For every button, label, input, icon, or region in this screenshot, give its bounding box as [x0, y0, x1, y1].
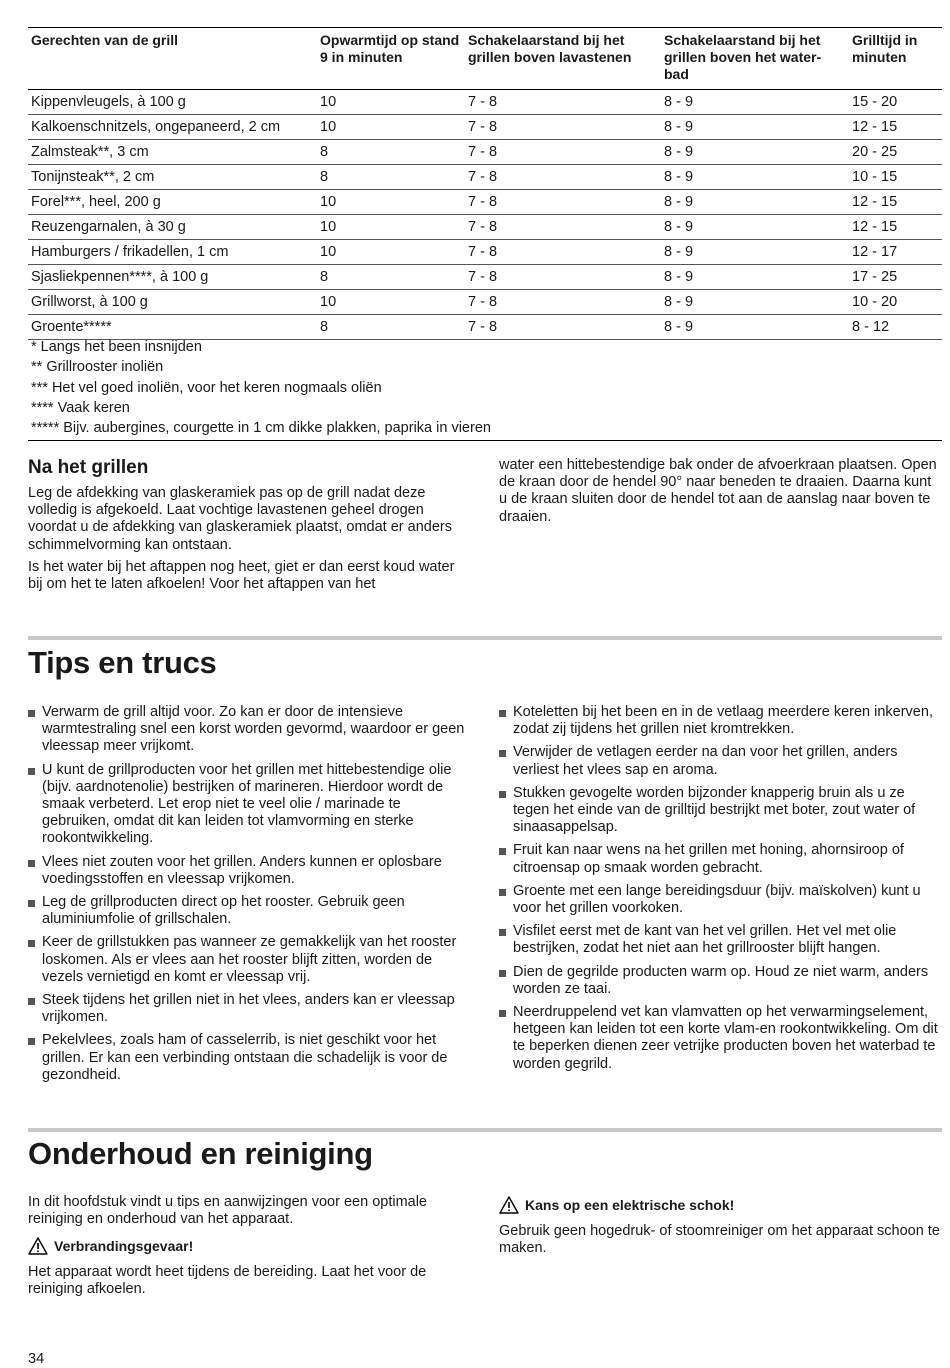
- bullet-square-icon: [499, 889, 506, 896]
- table-row: [28, 265, 942, 290]
- tip-text: Neerdruppelend vet kan vlamvatten op het verwarmingselement, hetgeen kan leiden tot een korte vlam-en rookontwikkeling. Om dit te beperken dienen zeer vetrijke producten boven het waterbad te worden gegrild.: [513, 1004, 938, 1072]
- footnote: **** Vaak keren: [31, 399, 130, 416]
- table-row: [28, 315, 942, 340]
- tip-text: Koteletten bij het been en in de vetlaag meerdere keren inkerven, zodat zij tijdens het grillen niet kromtrekken.: [513, 704, 933, 738]
- tip-text: Fruit kan naar wens na het grillen met honing, ahornsiroop of citroensap op smaak worden gebracht.: [513, 842, 904, 876]
- cell-lava: 7 - 8: [465, 190, 661, 215]
- header-water: Schakelaarstand bij het grillen boven het water-bad: [661, 28, 849, 90]
- cell-dish: Sjasliekpennen****, à 100 g: [28, 265, 317, 290]
- bullet-square-icon: [499, 750, 506, 757]
- table-row: [28, 90, 942, 115]
- tips-left-list: [28, 704, 470, 1090]
- tip-item: [28, 992, 470, 1026]
- tip-item: [28, 1032, 470, 1084]
- cell-preheat: 10: [317, 290, 465, 315]
- cell-lava: 7 - 8: [465, 240, 661, 265]
- table-row: [28, 290, 942, 315]
- cell-dish: Kalkoenschnitzels, ongepaneerd, 2 cm: [28, 115, 317, 140]
- cell-dish: Grillworst, à 100 g: [28, 290, 317, 315]
- na-het-grillen-para1: Leg de afdekking van glaskeramiek pas op de grill nadat deze volledig is afgekoeld. Laat vochtige lavastenen geheel drogen voordat u de afdekking van glaskeramiek plaatst, omdat er anders schimmelvorming kan ontstaan.: [28, 485, 452, 553]
- cell-lava: 7 - 8: [465, 265, 661, 290]
- tip-text: Dien de gegrilde producten warm op. Houd ze niet warm, anders worden ze taai.: [513, 963, 929, 997]
- tip-item: [28, 762, 470, 848]
- tip-item: [499, 923, 941, 957]
- bullet-square-icon: [499, 710, 506, 717]
- tip-item: [499, 964, 941, 998]
- bullet-square-icon: [28, 860, 35, 867]
- footnote: ** Grillrooster inoliën: [31, 359, 164, 376]
- cell-grilltime: 10 - 20: [849, 290, 942, 315]
- table-footnotes: [28, 337, 942, 441]
- tip-text: Verwarm de grill altijd voor. Zo kan er door de intensieve warmtestraling snel een korst worden gevormd, waardoor er geen vleessap meer vrijkomt.: [42, 704, 465, 755]
- cell-dish: Hamburgers / frikadellen, 1 cm: [28, 240, 317, 265]
- shock-warning-title: Kans op een elektrische schok!: [525, 1197, 735, 1213]
- table-header-row: [28, 28, 942, 90]
- burn-warning-title: Verbrandingsgevaar!: [54, 1238, 194, 1254]
- cell-grilltime: 8 - 12: [849, 315, 942, 340]
- header-grilltime: Grilltijd in minuten: [849, 28, 942, 90]
- shock-warning-text: Gebruik geen hogedruk- of stoomreiniger om het apparaat schoon te maken.: [499, 1223, 940, 1257]
- cell-grilltime: 15 - 20: [849, 90, 942, 115]
- tip-item: [499, 704, 941, 738]
- table-row: [28, 215, 942, 240]
- header-lava: Schakelaarstand bij het grillen boven lavastenen: [465, 28, 661, 90]
- table-row: [28, 165, 942, 190]
- burn-warning-heading: [28, 1237, 193, 1255]
- bullet-square-icon: [28, 710, 35, 717]
- cell-lava: 7 - 8: [465, 165, 661, 190]
- grill-table: [28, 27, 942, 340]
- tip-text: U kunt de grillproducten voor het grillen met hittebestendige olie (bijv. aardnotenolie) bestrijken of marineren. Hierdoor wordt de smaak verbeterd. Let erop niet te veel olie / marinade te gebruiken, omdat dit kan leiden tot vlamvorming en sterke rookontwikkeling.: [42, 761, 452, 847]
- cell-water: 8 - 9: [661, 90, 849, 115]
- header-preheat: Opwarmtijd op stand 9 in minuten: [317, 28, 465, 90]
- footnote: *** Het vel goed inoliën, voor het keren nogmaals oliën: [31, 379, 382, 396]
- na-het-grillen-para2: Is het water bij het aftappen nog heet, giet er dan eerst koud water bij om het te laten afkoelen! Voor het aftappen van het: [28, 559, 455, 593]
- tip-text: Leg de grillproducten direct op het rooster. Gebruik geen aluminiumfolie of grillschalen.: [42, 894, 405, 928]
- na-het-grillen-heading: Na het grillen: [28, 457, 149, 478]
- tip-item: [499, 1004, 941, 1073]
- cell-water: 8 - 9: [661, 290, 849, 315]
- cell-lava: 7 - 8: [465, 215, 661, 240]
- cell-dish: Reuzengarnalen, à 30 g: [28, 215, 317, 240]
- cell-preheat: 10: [317, 90, 465, 115]
- cell-lava: 7 - 8: [465, 115, 661, 140]
- bullet-square-icon: [499, 929, 506, 936]
- tip-item: [499, 842, 941, 876]
- cell-grilltime: 12 - 15: [849, 190, 942, 215]
- tip-item: [28, 854, 470, 888]
- cell-preheat: 8: [317, 140, 465, 165]
- bullet-square-icon: [28, 998, 35, 1005]
- bullet-square-icon: [499, 1010, 506, 1017]
- table-row: [28, 115, 942, 140]
- tip-text: Visfilet eerst met de kant van het vel grillen. Het vel met olie bestrijken, zodat het niet aan het grillrooster blijft hangen.: [513, 923, 897, 957]
- tip-text: Steek tijdens het grillen niet in het vlees, anders kan er vleessap vrijkomen.: [42, 992, 455, 1026]
- page-number: 34: [28, 1351, 45, 1367]
- cell-dish: Forel***, heel, 200 g: [28, 190, 317, 215]
- header-dish: Gerechten van de grill: [28, 28, 317, 90]
- cell-water: 8 - 9: [661, 140, 849, 165]
- bullet-square-icon: [28, 900, 35, 907]
- cell-water: 8 - 9: [661, 115, 849, 140]
- cell-grilltime: 12 - 15: [849, 115, 942, 140]
- cell-grilltime: 12 - 17: [849, 240, 942, 265]
- tips-right-list: [499, 704, 941, 1079]
- na-het-grillen-para3: water een hittebestendige bak onder de afvoerkraan plaatsen. Open de kraan door de hendel 90° naar beneden te draaien. Daarna kunt u de kraan sluiten door de hendel tot aan de aanslag naar boven te draaien.: [499, 457, 937, 525]
- cell-dish: Groente*****: [28, 315, 317, 340]
- bullet-square-icon: [499, 848, 506, 855]
- tip-text: Stukken gevogelte worden bijzonder knapperig bruin als u ze tegen het einde van de grilltijd bestrijkt met boter, zout water of sinaasappelsap.: [513, 784, 916, 836]
- cell-preheat: 10: [317, 190, 465, 215]
- shock-warning-heading: [499, 1196, 734, 1214]
- cell-preheat: 8: [317, 315, 465, 340]
- section-divider: [28, 1128, 942, 1132]
- footnote: ***** Bijv. aubergines, courgette in 1 cm dikke plakken, paprika in vieren: [31, 420, 491, 437]
- cell-dish: Tonijnsteak**, 2 cm: [28, 165, 317, 190]
- cell-preheat: 10: [317, 115, 465, 140]
- footnote: * Langs het been insnijden: [31, 339, 202, 355]
- tip-text: Keer de grillstukken pas wanneer ze gemakkelijk van het rooster loskomen. Als er vlees aan het rooster blijft zitten, worden de vezels vernietigd en komt er vleessap vrij.: [42, 934, 457, 985]
- cell-water: 8 - 9: [661, 165, 849, 190]
- cell-water: 8 - 9: [661, 190, 849, 215]
- tip-item: [28, 894, 470, 928]
- tip-item: [28, 934, 470, 986]
- cell-grilltime: 17 - 25: [849, 265, 942, 290]
- cell-preheat: 8: [317, 265, 465, 290]
- table-row: [28, 140, 942, 165]
- cell-grilltime: 20 - 25: [849, 140, 942, 165]
- tip-text: Groente met een lange bereidingsduur (bijv. maïskolven) kunt u voor het grillen voorkoken.: [513, 882, 921, 917]
- warning-triangle-icon: [499, 1196, 519, 1214]
- cell-preheat: 8: [317, 165, 465, 190]
- burn-warning-text: Het apparaat wordt heet tijdens de bereiding. Laat het voor de reiniging afkoelen.: [28, 1264, 427, 1298]
- cell-water: 8 - 9: [661, 215, 849, 240]
- tip-item: [28, 704, 470, 756]
- cell-lava: 7 - 8: [465, 315, 661, 340]
- cell-lava: 7 - 8: [465, 90, 661, 115]
- section-divider: [28, 636, 942, 640]
- cell-preheat: 10: [317, 215, 465, 240]
- warning-triangle-icon: [28, 1237, 48, 1255]
- table-row: [28, 240, 942, 265]
- cell-lava: 7 - 8: [465, 290, 661, 315]
- bullet-square-icon: [28, 1038, 35, 1045]
- cell-dish: Zalmsteak**, 3 cm: [28, 140, 317, 165]
- tip-text: Pekelvlees, zoals ham of casselerrib, is niet geschikt voor het grillen. Er kan een verbinding ontstaan die schadelijk is voor de gezondheid.: [42, 1032, 448, 1083]
- cell-water: 8 - 9: [661, 265, 849, 290]
- table-row: [28, 190, 942, 215]
- tip-item: [499, 744, 941, 778]
- cell-preheat: 10: [317, 240, 465, 265]
- cell-dish: Kippenvleugels, à 100 g: [28, 90, 317, 115]
- cell-water: 8 - 9: [661, 315, 849, 340]
- cell-grilltime: 10 - 15: [849, 165, 942, 190]
- bullet-square-icon: [28, 768, 35, 775]
- tip-item: [499, 785, 941, 837]
- tip-text: Verwijder de vetlagen eerder na dan voor het grillen, anders verliest het vlees sap en aroma.: [513, 744, 898, 778]
- bullet-square-icon: [28, 940, 35, 947]
- cell-lava: 7 - 8: [465, 140, 661, 165]
- bullet-square-icon: [499, 970, 506, 977]
- bullet-square-icon: [499, 791, 506, 798]
- tip-item: [499, 883, 941, 917]
- tip-text: Vlees niet zouten voor het grillen. Anders kunnen er oplosbare voedingsstoffen en vleessap vrijkomen.: [42, 853, 442, 887]
- cell-water: 8 - 9: [661, 240, 849, 265]
- onderhoud-intro: In dit hoofdstuk vindt u tips en aanwijzingen voor een optimale reiniging en onderhoud van het apparaat.: [28, 1194, 427, 1228]
- cell-grilltime: 12 - 15: [849, 215, 942, 240]
- onderhoud-title: Onderhoud en reiniging: [28, 1136, 373, 1171]
- tips-title: Tips en trucs: [28, 645, 217, 680]
